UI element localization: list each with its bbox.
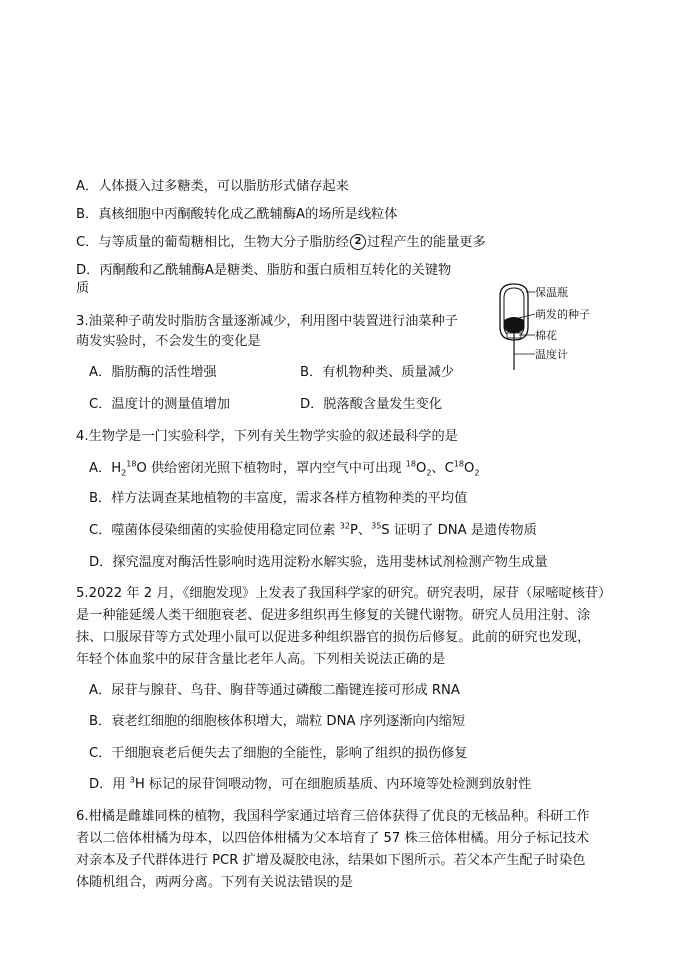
q2-option-a: A．人体摄入过多糖类，可以脂肪形式储存起来: [76, 179, 349, 194]
q4-a-text4: 、C: [431, 461, 454, 476]
q4-a-text1: A．H: [89, 461, 122, 476]
label-germinating-seeds: 萌发的种子: [535, 308, 590, 321]
q6-stem-line1: 6.柑橘是雌雄同株的植物，我国科学家通过培育三倍体获得了优良的无核品种。科研工作: [76, 809, 590, 824]
q3-stem-line1: 3.油菜种子萌发时脂肪含量逐渐减少，利用图中装置进行油菜种子: [76, 314, 458, 329]
q3-option-a: A．脂肪酶的活性增强: [89, 365, 217, 380]
q5-option-b: B．衰老红细胞的细胞核体积增大，端粒 DNA 序列逐渐向内缩短: [89, 714, 466, 729]
q5-d-text1: D．用: [89, 777, 130, 792]
q4-stem: 4.生物学是一门实验科学，下列有关生物学实验的叙述最科学的是: [76, 429, 458, 444]
q4-option-b: B．样方法调查某地植物的丰富度，需求各样方植物种类的平均值: [89, 491, 468, 506]
q6-stem-line4: 体随机组合，两两分离。下列有关说法错误的是: [76, 875, 353, 890]
q4-c-text3: S 证明了 DNA 是遗传物质: [381, 523, 537, 538]
q5-stem-line2: 是一种能延缓人类干细胞衰老、促进多组织再生修复的关键代谢物。研究人员用注射、涂: [76, 608, 591, 623]
label-cotton: 棉花: [535, 329, 557, 342]
q5-d-sup1: 3: [129, 775, 135, 785]
q5-d-text2: H 标记的尿苷饲喂动物，可在细胞质基质、内环境等处检测到放射性: [134, 777, 532, 792]
q6-stem-line3: 对亲本及子代群体进行 PCR 扩增及凝胶电泳，结果如下图所示。若父本产生配子时染色: [76, 853, 586, 868]
q4-a-text3: O: [415, 461, 427, 476]
q5-option-d: [89, 776, 531, 794]
q3-option-d: D．脱落酸含量发生变化: [300, 397, 443, 412]
q4-c-sup2: 35: [371, 521, 382, 531]
q5-stem-line1: 5.2022 年 2 月，《细胞发现》上发表了我国科学家的研究。研究表明，尿苷（尿嘧啶核苷）: [76, 586, 612, 601]
circled-number-2: 2: [350, 234, 366, 250]
q5-stem-line4: 年轻个体血浆中的尿苷含量比老年人高。下列相关说法正确的是: [76, 652, 446, 667]
q4-a-text5: O: [464, 461, 475, 476]
thermos-apparatus-figure: [495, 282, 615, 372]
q2-option-d-line2: 质: [76, 281, 90, 296]
q4-a-text2: O 供给密闭光照下植物时，罩内空气中可出现: [136, 461, 406, 476]
label-thermometer: 温度计: [535, 348, 568, 361]
q3-option-c: C．温度计的测量值增加: [89, 397, 231, 412]
q2-option-c-post: 过程产生的能量更多: [366, 235, 486, 250]
q4-c-sup1: 32: [339, 521, 350, 531]
q2-option-d-line1: D．丙酮酸和乙酰辅酶A是糖类、脂肪和蛋白质相互转化的关键物: [76, 263, 452, 278]
q3-option-b: B．有机物种类、质量减少: [300, 365, 455, 380]
q4-a-sub2: 2: [426, 468, 432, 478]
q4-a-sup1: 18: [126, 459, 137, 469]
q2-option-b: B．真核细胞中丙酮酸转化成乙酰辅酶A的场所是线粒体: [76, 207, 398, 222]
q5-stem-line3: 抹、口服尿苷等方式处理小鼠可以促进多种组织器官的损伤后修复。此前的研究也发现，: [76, 630, 591, 645]
q4-a-sup2: 18: [405, 459, 416, 469]
label-thermos: 保温瓶: [535, 286, 568, 299]
q5-option-a: A．尿苷与腺苷、鸟苷、胸苷等通过磷酸二酯键连接可形成 RNA: [89, 683, 460, 698]
q3-stem-line2: 萌发实验时，不会发生的变化是: [76, 334, 261, 349]
q4-option-c: [89, 522, 537, 540]
q4-c-text2: P、: [349, 523, 372, 538]
q2-option-c-pre: C．与等质量的葡萄糖相比，生物大分子脂肪经: [76, 235, 349, 250]
q4-a-sub1: 2: [121, 468, 127, 478]
q4-a-sup3: 18: [453, 459, 465, 469]
q4-a-sub3: 2: [474, 468, 480, 478]
q6-stem-line2: 者以二倍体柑橘为母本，以四倍体柑橘为父本培育了 57 株三倍体柑橘。用分子标记技术: [76, 831, 590, 846]
q4-c-text1: C．噬菌体侵染细菌的实验使用稳定同位素: [89, 523, 340, 538]
q4-option-a: [89, 460, 480, 478]
q5-option-c: C．干细胞衰老后便失去了细胞的全能性，影响了组织的损伤修复: [89, 746, 468, 761]
q2-option-c: [76, 234, 486, 252]
q4-option-d: D．探究温度对酶活性影响时选用淀粉水解实验，选用斐林试剂检测产物生成量: [89, 555, 548, 570]
